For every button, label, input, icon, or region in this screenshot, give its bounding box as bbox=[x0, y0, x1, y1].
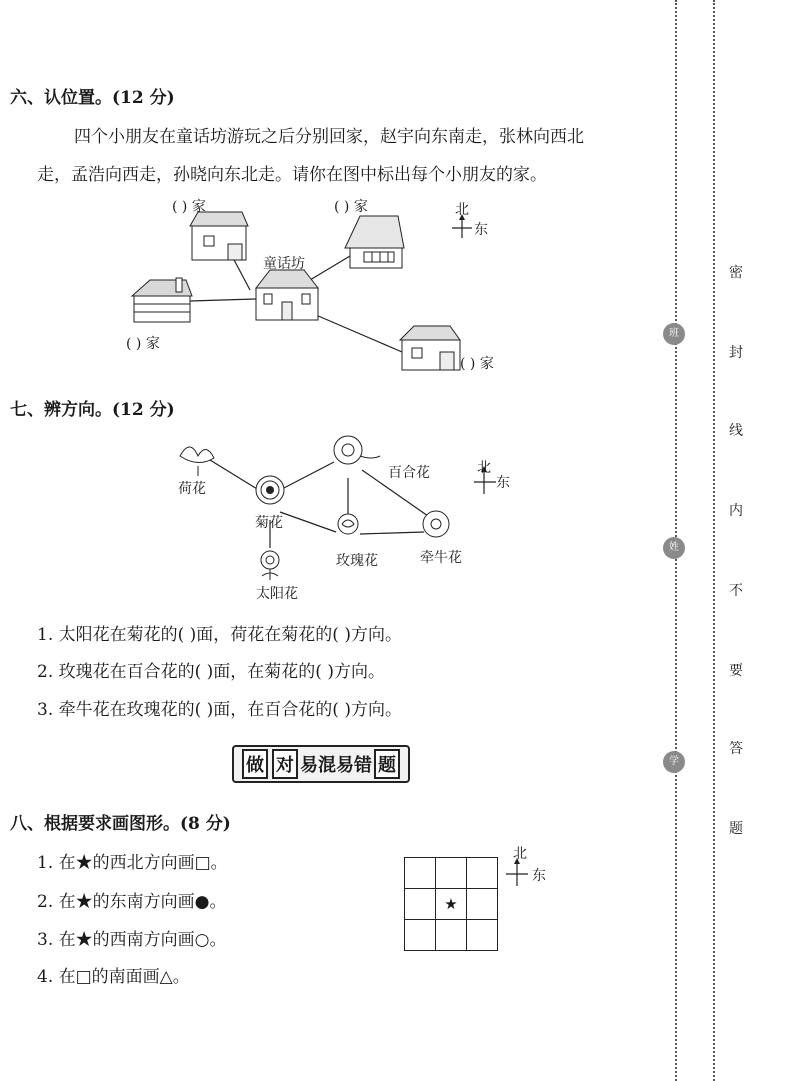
compass-east-label: 东 bbox=[474, 222, 488, 238]
drawing-item-3: 3. 在★的西南方向画○。 bbox=[37, 930, 227, 950]
lily-icon bbox=[334, 436, 380, 464]
compass-east-label: 东 bbox=[532, 868, 546, 884]
rose-label: 玫瑰花 bbox=[336, 553, 378, 569]
center-label: 童话坊 bbox=[263, 256, 305, 272]
seal-char: 内 bbox=[729, 503, 743, 519]
dotted-binding-line-2 bbox=[713, 0, 715, 1081]
seal-char: 线 bbox=[729, 423, 743, 439]
compass-north-label: 北 bbox=[513, 846, 527, 862]
question-7-1: 1. 太阳花在菊花的( )面，荷花在菊花的( )方向。 bbox=[37, 625, 402, 645]
seal-char: 要 bbox=[729, 663, 743, 679]
banner-part-1: 做 bbox=[242, 749, 268, 779]
grid-cell[interactable] bbox=[467, 889, 498, 920]
banner-part-2: 对 bbox=[272, 749, 298, 779]
punch-mark: 姓 bbox=[663, 537, 685, 559]
path-line-se bbox=[316, 315, 402, 352]
blank-southeast-home[interactable]: ( ) 家 bbox=[460, 356, 494, 372]
seal-char: 密 bbox=[729, 265, 743, 281]
house-northeast-icon bbox=[345, 216, 404, 268]
grid-cell[interactable] bbox=[467, 858, 498, 889]
banner-part-4: 题 bbox=[374, 749, 400, 779]
sunflower-icon bbox=[261, 551, 279, 580]
question-7-3: 3. 牵牛花在玫瑰花的( )面，在百合花的( )方向。 bbox=[37, 700, 402, 720]
drawing-item-4: 4. 在□的南面画△。 bbox=[37, 967, 190, 987]
path-lotus-chrysanthemum bbox=[210, 460, 262, 492]
compass-north-label: 北 bbox=[477, 460, 491, 476]
section-6-heading: 六、认位置。(12 分) bbox=[10, 88, 175, 108]
drawing-item-2: 2. 在★的东南方向画●。 bbox=[37, 892, 227, 912]
path-chrysanthemum-lily bbox=[280, 462, 334, 490]
punch-mark: 学 bbox=[663, 751, 685, 773]
path-line-ne bbox=[310, 256, 350, 280]
lotus-icon bbox=[180, 447, 214, 476]
morning-glory-label: 牵牛花 bbox=[420, 550, 462, 566]
house-southeast-icon bbox=[400, 326, 460, 370]
star-icon: ★ bbox=[444, 895, 458, 913]
punch-mark: 班 bbox=[663, 323, 685, 345]
question-7-2: 2. 玫瑰花在百合花的( )面，在菊花的( )方向。 bbox=[37, 662, 385, 682]
blank-northeast-home[interactable]: ( ) 家 bbox=[334, 199, 368, 215]
grid-cell[interactable] bbox=[436, 858, 467, 889]
blank-northwest-home[interactable]: ( ) 家 bbox=[172, 199, 206, 215]
rose-icon bbox=[338, 514, 358, 534]
blank-west-home[interactable]: ( ) 家 bbox=[126, 336, 160, 352]
seal-char: 封 bbox=[729, 345, 743, 361]
storybook-house-icon bbox=[256, 270, 318, 320]
section-7-heading: 七、辨方向。(12 分) bbox=[10, 400, 175, 420]
path-rose-morning-glory bbox=[360, 532, 424, 534]
seal-char: 答 bbox=[729, 741, 743, 757]
grid-cell-center[interactable] bbox=[436, 889, 467, 920]
grid-cell[interactable] bbox=[436, 920, 467, 951]
seal-char: 不 bbox=[729, 583, 743, 599]
flower-direction-map bbox=[0, 420, 660, 610]
chrysanthemum-icon bbox=[256, 476, 284, 504]
banner-part-3: 易混易错 bbox=[300, 755, 372, 776]
section-6-paragraph-line-1: 四个小朋友在童话坊游玩之后分别回家，赵宇向东南走，张林向西北 bbox=[74, 127, 584, 147]
chrysanthemum-label: 菊花 bbox=[255, 515, 283, 531]
grid-cell[interactable] bbox=[467, 920, 498, 951]
cabin-west-icon bbox=[132, 278, 192, 322]
lotus-label: 荷花 bbox=[178, 481, 206, 497]
mistake-prone-banner bbox=[232, 745, 410, 783]
sunflower-label: 太阳花 bbox=[256, 586, 298, 602]
house-northwest-icon bbox=[190, 212, 248, 260]
section-8-heading: 八、根据要求画图形。(8 分) bbox=[10, 814, 231, 834]
seal-char: 题 bbox=[729, 821, 743, 837]
grid-cell[interactable] bbox=[405, 858, 436, 889]
path-chrysanthemum-rose bbox=[280, 512, 336, 532]
path-line-nw bbox=[232, 256, 250, 290]
grid-cell[interactable] bbox=[405, 889, 436, 920]
lily-label: 百合花 bbox=[388, 465, 430, 481]
grid-cell[interactable] bbox=[405, 920, 436, 951]
compass-north-label: 北 bbox=[455, 202, 469, 218]
drawing-item-1: 1. 在★的西北方向画□。 bbox=[37, 853, 228, 873]
morning-glory-icon bbox=[423, 511, 449, 537]
compass-east-label: 东 bbox=[496, 475, 510, 491]
drawing-grid bbox=[404, 857, 498, 951]
path-line-w bbox=[190, 299, 256, 301]
section-6-paragraph-line-2: 走，孟浩向西走，孙晓向东北走。请你在图中标出每个小朋友的家。 bbox=[37, 165, 547, 185]
storybook-house-map bbox=[0, 190, 660, 390]
